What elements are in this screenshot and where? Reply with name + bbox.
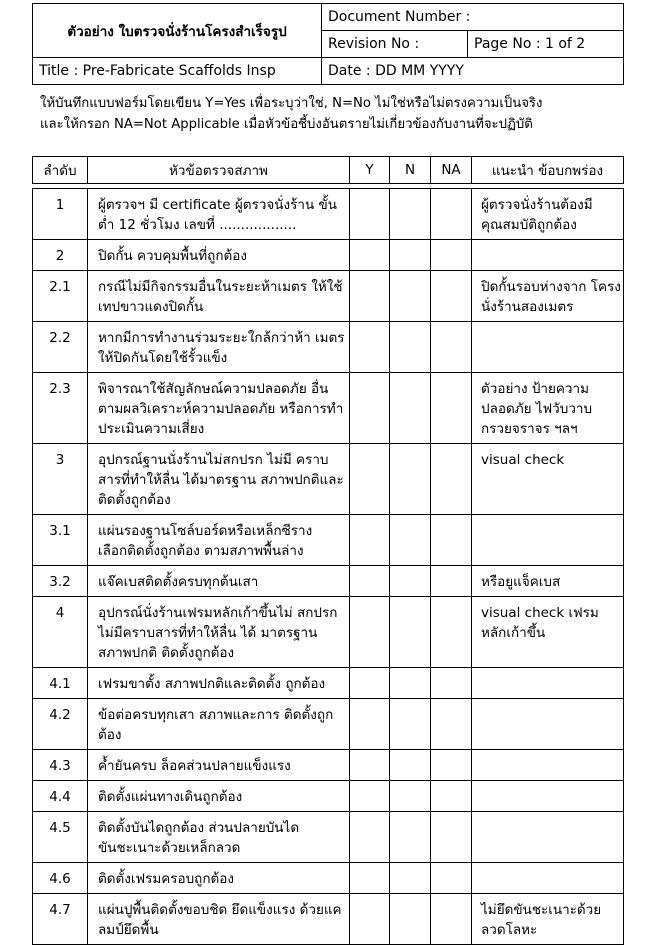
- na-checkbox-cell[interactable]: [431, 271, 472, 322]
- inspection-item: ติดตั้งบันไดถูกต้อง ส่วนปลายบันได ขันชะเนาะด้วยเหล็กลวด: [88, 812, 350, 863]
- inspection-item: ติดตั้งเฟรมครอบถูกต้อง: [88, 863, 350, 894]
- y-checkbox-cell[interactable]: [350, 699, 390, 750]
- table-row: [33, 781, 624, 812]
- table-row: [33, 566, 624, 597]
- inspection-item: อุปกรณ์ฐานนั่งร้านไม่สกปรก ไม่มี คราบสารที่ทำให้ลื่น ได้มาตรฐาน สภาพปกติและติดตั้งถูกต้อง: [88, 444, 350, 515]
- instruction-line-2: และให้กรอก NA=Not Applicable เมื่อหัวข้อชี้บ่งอันตรายไม่เกี่ยวข้องกับงานที่จะปฏิบัติ: [40, 117, 533, 132]
- row-number: 4: [33, 597, 88, 668]
- y-checkbox-cell[interactable]: [350, 894, 390, 945]
- checklist-header-row: [33, 157, 624, 184]
- row-number: 4.1: [33, 668, 88, 699]
- na-checkbox-cell[interactable]: [431, 750, 472, 781]
- row-number: 3.2: [33, 566, 88, 597]
- remark-cell: ปิดกั้นรอบห่างจาก โครงนั่งร้านสองเมตร: [472, 271, 624, 322]
- inspection-item: แผ่นปูพื้นติดตั้งขอบชิด ยึดแข็งแรง ด้วยแคลมป์ยึดพื้น: [88, 894, 350, 945]
- y-checkbox-cell[interactable]: [350, 668, 390, 699]
- remark-cell: หรือยูแจ็คเบส: [472, 566, 624, 597]
- date-field: Date : DD MM YYYY: [322, 58, 624, 85]
- n-checkbox-cell[interactable]: [390, 894, 431, 945]
- row-number: 2.3: [33, 373, 88, 444]
- table-row: [33, 863, 624, 894]
- remark-cell: [472, 812, 624, 863]
- table-row: [33, 515, 624, 566]
- y-checkbox-cell[interactable]: [350, 515, 390, 566]
- table-row: [33, 750, 624, 781]
- inspection-item: หากมีการทำงานร่วมระยะใกล้กว่าห้า เมตร ให้ปิดกันโดยใช้รั้วแข็ง: [88, 322, 350, 373]
- y-checkbox-cell[interactable]: [350, 189, 390, 240]
- na-checkbox-cell[interactable]: [431, 894, 472, 945]
- n-checkbox-cell[interactable]: [390, 781, 431, 812]
- n-checkbox-cell[interactable]: [390, 373, 431, 444]
- col-header-y: Y: [350, 157, 390, 184]
- n-checkbox-cell[interactable]: [390, 515, 431, 566]
- n-checkbox-cell[interactable]: [390, 597, 431, 668]
- y-checkbox-cell[interactable]: [350, 812, 390, 863]
- instruction-line-1: ให้บันทึกแบบฟอร์มโดยเขียน Y=Yes เพื่อระบุว่าใช่, N=No ไม่ใช่หรือไม่ตรงความเป็นจริง: [40, 96, 543, 111]
- na-checkbox-cell[interactable]: [431, 668, 472, 699]
- table-row: [33, 894, 624, 945]
- col-header-n: N: [390, 157, 431, 184]
- col-header-na: NA: [431, 157, 472, 184]
- na-checkbox-cell[interactable]: [431, 240, 472, 271]
- page-number-field: Page No : 1 of 2: [468, 31, 624, 58]
- table-row: [33, 373, 624, 444]
- remark-cell: [472, 240, 624, 271]
- inspection-item: ติดตั้งแผ่นทางเดินถูกต้อง: [88, 781, 350, 812]
- col-header-note: แนะนำ ข้อบกพร่อง: [472, 157, 624, 184]
- table-row: [33, 189, 624, 240]
- inspection-item: กรณีไม่มีกิจกรรมอื่นในระยะห้าเมตร ให้ใช้เทปขาวแดงปิดกั้น: [88, 271, 350, 322]
- y-checkbox-cell[interactable]: [350, 566, 390, 597]
- n-checkbox-cell[interactable]: [390, 189, 431, 240]
- inspection-item: ข้อต่อครบทุกเสา สภาพและการ ติดตั้งถูกต้อง: [88, 699, 350, 750]
- col-header-no: ลำดับ: [33, 157, 88, 184]
- na-checkbox-cell[interactable]: [431, 566, 472, 597]
- remark-cell: [472, 750, 624, 781]
- remark-cell: [472, 322, 624, 373]
- na-checkbox-cell[interactable]: [431, 812, 472, 863]
- inspection-item: เฟรมขาตั้ง สภาพปกติและติดตั้ง ถูกต้อง: [88, 668, 350, 699]
- y-checkbox-cell[interactable]: [350, 322, 390, 373]
- checklist-body: [33, 184, 624, 945]
- table-row: [33, 322, 624, 373]
- na-checkbox-cell[interactable]: [431, 515, 472, 566]
- y-checkbox-cell[interactable]: [350, 444, 390, 515]
- form-header: [32, 3, 624, 85]
- inspection-item: แจ๊คเบสติดตั้งครบทุกต้นเสา: [88, 566, 350, 597]
- revision-field: Revision No :: [322, 31, 468, 58]
- na-checkbox-cell[interactable]: [431, 444, 472, 515]
- inspection-item: ค้ำยันครบ ล็อคส่วนปลายแข็งแรง: [88, 750, 350, 781]
- na-checkbox-cell[interactable]: [431, 863, 472, 894]
- remark-cell: ผู้ตรวจนั่งร้านต้องมี คุณสมบัติถูกต้อง: [472, 189, 624, 240]
- title-field: Title : Pre-Fabricate Scaffolds Insp: [33, 58, 322, 85]
- table-row: [33, 240, 624, 271]
- inspection-item: แผ่นรองฐานโซล์บอร์ดหรือเหล็กซีราง เลือกติดตั้งถูกต้อง ตามสภาพพื้นล่าง: [88, 515, 350, 566]
- na-checkbox-cell[interactable]: [431, 189, 472, 240]
- remark-cell: [472, 781, 624, 812]
- remark-cell: [472, 668, 624, 699]
- na-checkbox-cell[interactable]: [431, 699, 472, 750]
- row-number: 2.2: [33, 322, 88, 373]
- n-checkbox-cell[interactable]: [390, 863, 431, 894]
- na-checkbox-cell[interactable]: [431, 597, 472, 668]
- y-checkbox-cell[interactable]: [350, 863, 390, 894]
- na-checkbox-cell[interactable]: [431, 781, 472, 812]
- inspection-item: พิจารณาใช้สัญลักษณ์ความปลอดภัย อื่น ตามผลวิเคราะห์ความปลอดภัย หรือการทำประเมินความเสี่ยง: [88, 373, 350, 444]
- table-row: [33, 597, 624, 668]
- na-checkbox-cell[interactable]: [431, 373, 472, 444]
- table-row: [33, 699, 624, 750]
- row-number: 3.1: [33, 515, 88, 566]
- remark-cell: ไม่ยึดขันชะเนาะด้วย ลวดโลหะ: [472, 894, 624, 945]
- inspection-checklist-table: [32, 156, 624, 945]
- row-number: 4.2: [33, 699, 88, 750]
- remark-cell: visual check: [472, 444, 624, 515]
- col-header-item: หัวข้อตรวจสภาพ: [88, 157, 350, 184]
- y-checkbox-cell[interactable]: [350, 597, 390, 668]
- remark-cell: ตัวอย่าง ป้ายความ ปลอดภัย ไฟวับวาบ กรวยจราจร ฯลฯ: [472, 373, 624, 444]
- instruction-text: [40, 93, 630, 135]
- n-checkbox-cell[interactable]: [390, 271, 431, 322]
- row-number: 3: [33, 444, 88, 515]
- row-number: 4.6: [33, 863, 88, 894]
- table-row: [33, 668, 624, 699]
- row-number: 4.3: [33, 750, 88, 781]
- row-number: 4.7: [33, 894, 88, 945]
- row-number: 4.5: [33, 812, 88, 863]
- n-checkbox-cell[interactable]: [390, 240, 431, 271]
- document-number-field: Document Number :: [322, 4, 624, 31]
- y-checkbox-cell[interactable]: [350, 781, 390, 812]
- form-title: ตัวอย่าง ใบตรวจนั่งร้านโครงสำเร็จรูป: [33, 4, 322, 58]
- table-row: [33, 271, 624, 322]
- n-checkbox-cell[interactable]: [390, 699, 431, 750]
- row-number: 1: [33, 189, 88, 240]
- remark-cell: [472, 515, 624, 566]
- inspection-item: ปิดกั้น ควบคุมพื้นที่ถูกต้อง: [88, 240, 350, 271]
- table-row: [33, 812, 624, 863]
- inspection-item: ผู้ตรวจฯ มี certificate ผู้ตรวจนั่งร้าน ขั้นต่ำ 12 ชั่วโมง เลขที่ ..................: [88, 189, 350, 240]
- n-checkbox-cell[interactable]: [390, 322, 431, 373]
- n-checkbox-cell[interactable]: [390, 750, 431, 781]
- n-checkbox-cell[interactable]: [390, 566, 431, 597]
- remark-cell: visual check เฟรม หลักเก้าขึ้น: [472, 597, 624, 668]
- n-checkbox-cell[interactable]: [390, 668, 431, 699]
- remark-cell: [472, 863, 624, 894]
- na-checkbox-cell[interactable]: [431, 322, 472, 373]
- row-number: 2.1: [33, 271, 88, 322]
- y-checkbox-cell[interactable]: [350, 240, 390, 271]
- n-checkbox-cell[interactable]: [390, 444, 431, 515]
- y-checkbox-cell[interactable]: [350, 750, 390, 781]
- remark-cell: [472, 699, 624, 750]
- row-number: 4.4: [33, 781, 88, 812]
- row-number: 2: [33, 240, 88, 271]
- y-checkbox-cell[interactable]: [350, 373, 390, 444]
- n-checkbox-cell[interactable]: [390, 812, 431, 863]
- y-checkbox-cell[interactable]: [350, 271, 390, 322]
- inspection-item: อุปกรณ์นั่งร้านเฟรมหลักเก้าขึ้นไม่ สกปรก ไม่มีคราบสารที่ทำให้ลื่น ได้ มาตรฐาน สภาพปกติ ติดตั้งถูกต้อง: [88, 597, 350, 668]
- table-row: [33, 444, 624, 515]
